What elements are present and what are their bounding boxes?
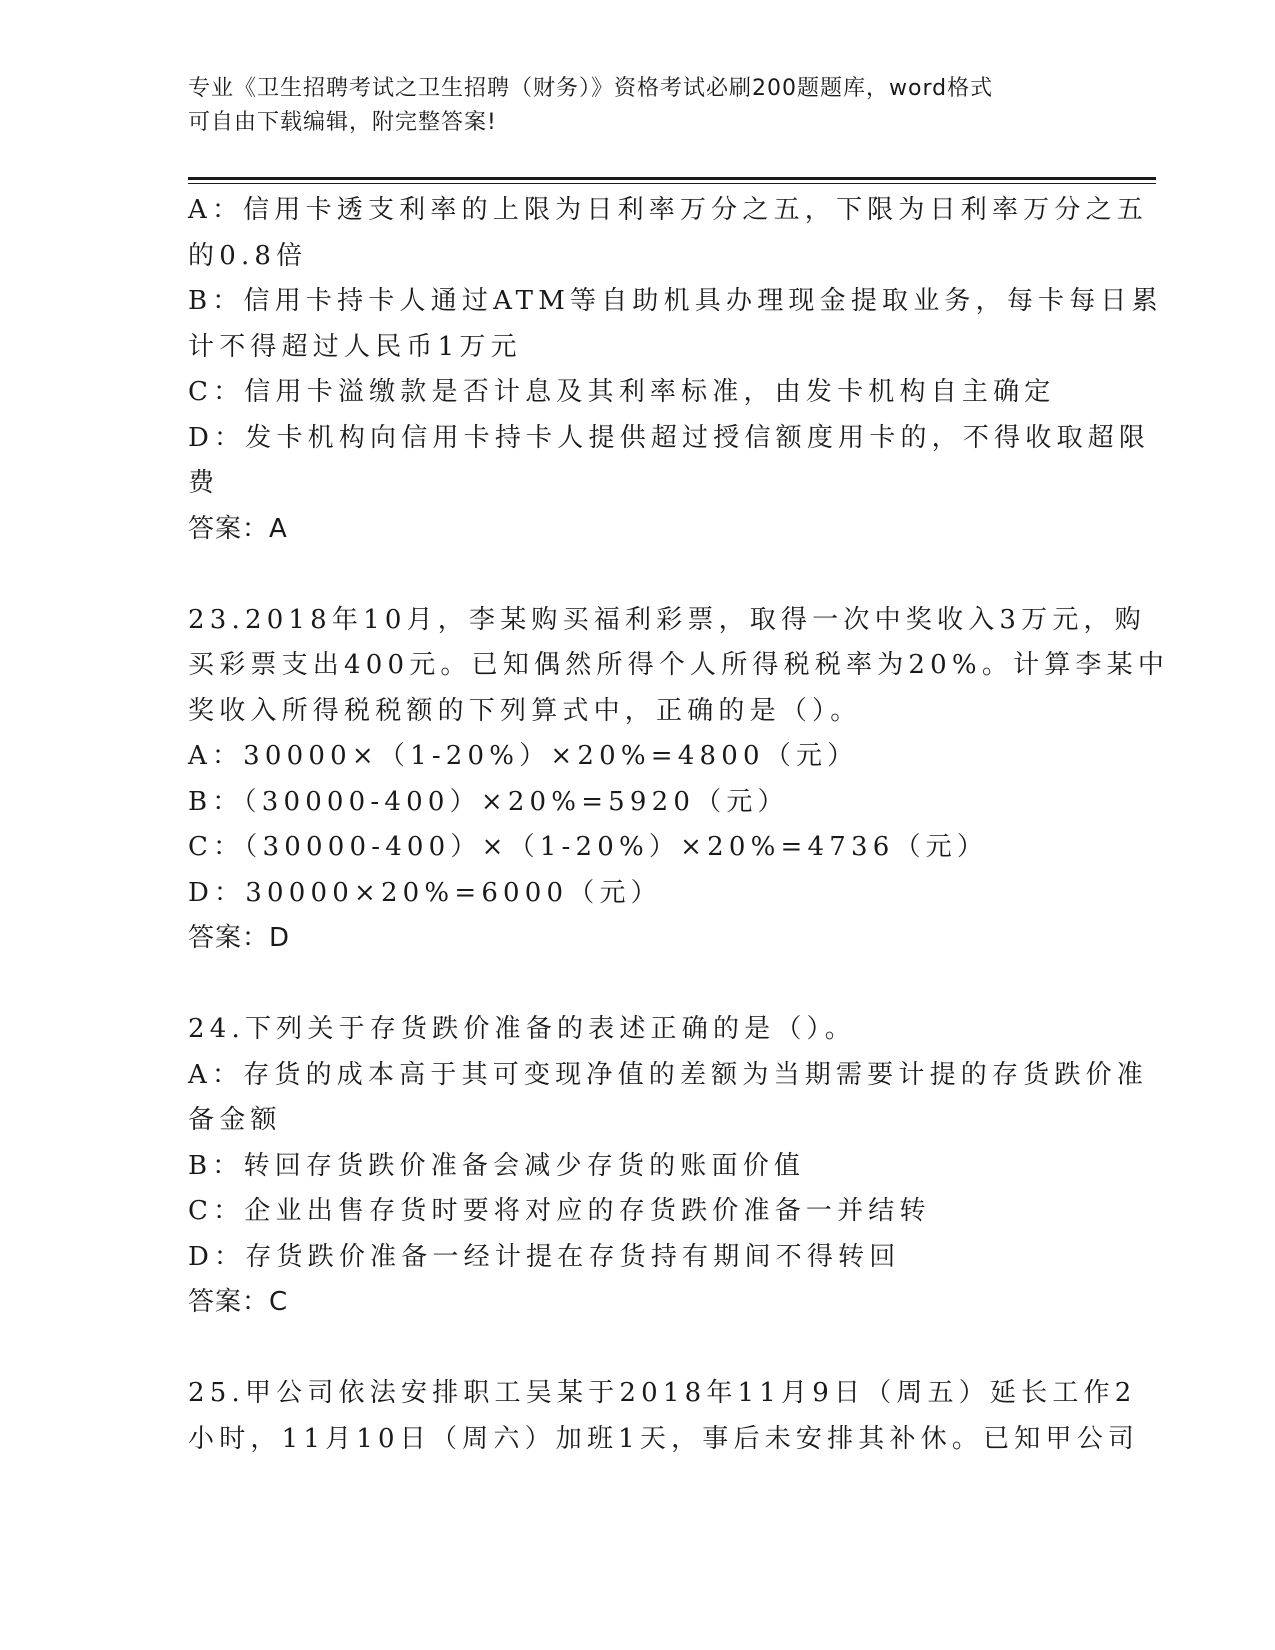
option-d: D：存货跌价准备一经计提在存货持有期间不得转回 [188,1241,901,1272]
question-24 [188,1007,1148,1326]
option-b: B：转回存货跌价准备会减少存货的账面价值 [188,1150,806,1181]
option-b-line-2: 计不得超过人民币1万元 [188,331,522,362]
spacer [188,1326,1088,1372]
question-22-options [188,188,1163,552]
option-a: A：30000×（1-20%）×20%=4800（元） [188,741,859,771]
page-header [188,72,1068,140]
question-stem-line-2: 买彩票支出400元。已知偶然所得个人所得税税率为20%。计算李某中 [188,650,1170,680]
option-c: C：（30000-400）×（1-20%）×20%=4736（元） [188,832,989,862]
question-stem-line-1: 25.甲公司依法安排职工吴某于2018年11月9日（周五）延长工作2 [188,1378,1137,1408]
option-d: D：30000×20%=6000（元） [188,877,662,908]
question-23 [188,598,1170,962]
question-stem-line-1: 23.2018年10月，李某购买福利彩票，取得一次中奖收入3万元，购 [188,604,1146,635]
header-divider-thick [188,177,1156,180]
option-b-line-1: B：信用卡持卡人通过ATM等自助机具办理现金提取业务，每卡每日累 [188,286,1163,316]
question-25 [188,1371,1140,1462]
option-c-line-1: C：信用卡溢缴款是否计息及其利率标准，由发卡机构自主确定 [188,377,1056,407]
question-stem-line-1: 24.下列关于存货跌价准备的表述正确的是（）。 [188,1014,856,1044]
header-title-line-1: 专业《卫生招聘考试之卫生招聘（财务）》资格考试必刷200题题库，word格式 [188,76,994,101]
option-a-line-1: A：存货的成本高于其可变现净值的差额为当期需要计提的存货跌价准 [188,1059,1148,1090]
document-body [188,188,1170,1462]
spacer [188,962,1088,1008]
option-d-line-1: D：发卡机构向信用卡持卡人提供超过授信额度用卡的，不得收取超限 [188,422,1151,453]
option-a-line-1: A：信用卡透支利率的上限为日利率万分之五，下限为日利率万分之五 [188,195,1148,225]
header-title-line-2: 可自由下载编辑，附完整答案! [188,110,497,135]
option-a-line-2: 的0.8倍 [188,240,308,271]
option-a-line-2: 备金额 [188,1105,282,1135]
header-divider-thin [188,183,1156,184]
question-stem-line-3: 奖收入所得税税额的下列算式中，正确的是（）。 [188,695,862,726]
option-d-line-2: 费 [188,468,220,498]
answer-22: 答案：A [188,513,288,544]
question-stem-line-2: 小时，11月10日（周六）加班1天，事后未安排其补休。已知甲公司 [188,1423,1140,1454]
spacer [188,552,1088,598]
option-b: B：（30000-400）×20%=5920（元） [188,786,789,817]
answer-23: 答案：D [188,923,291,953]
answer-24: 答案：C [188,1287,289,1317]
option-c: C：企业出售存货时要将对应的存货跌价准备一并结转 [188,1196,931,1226]
